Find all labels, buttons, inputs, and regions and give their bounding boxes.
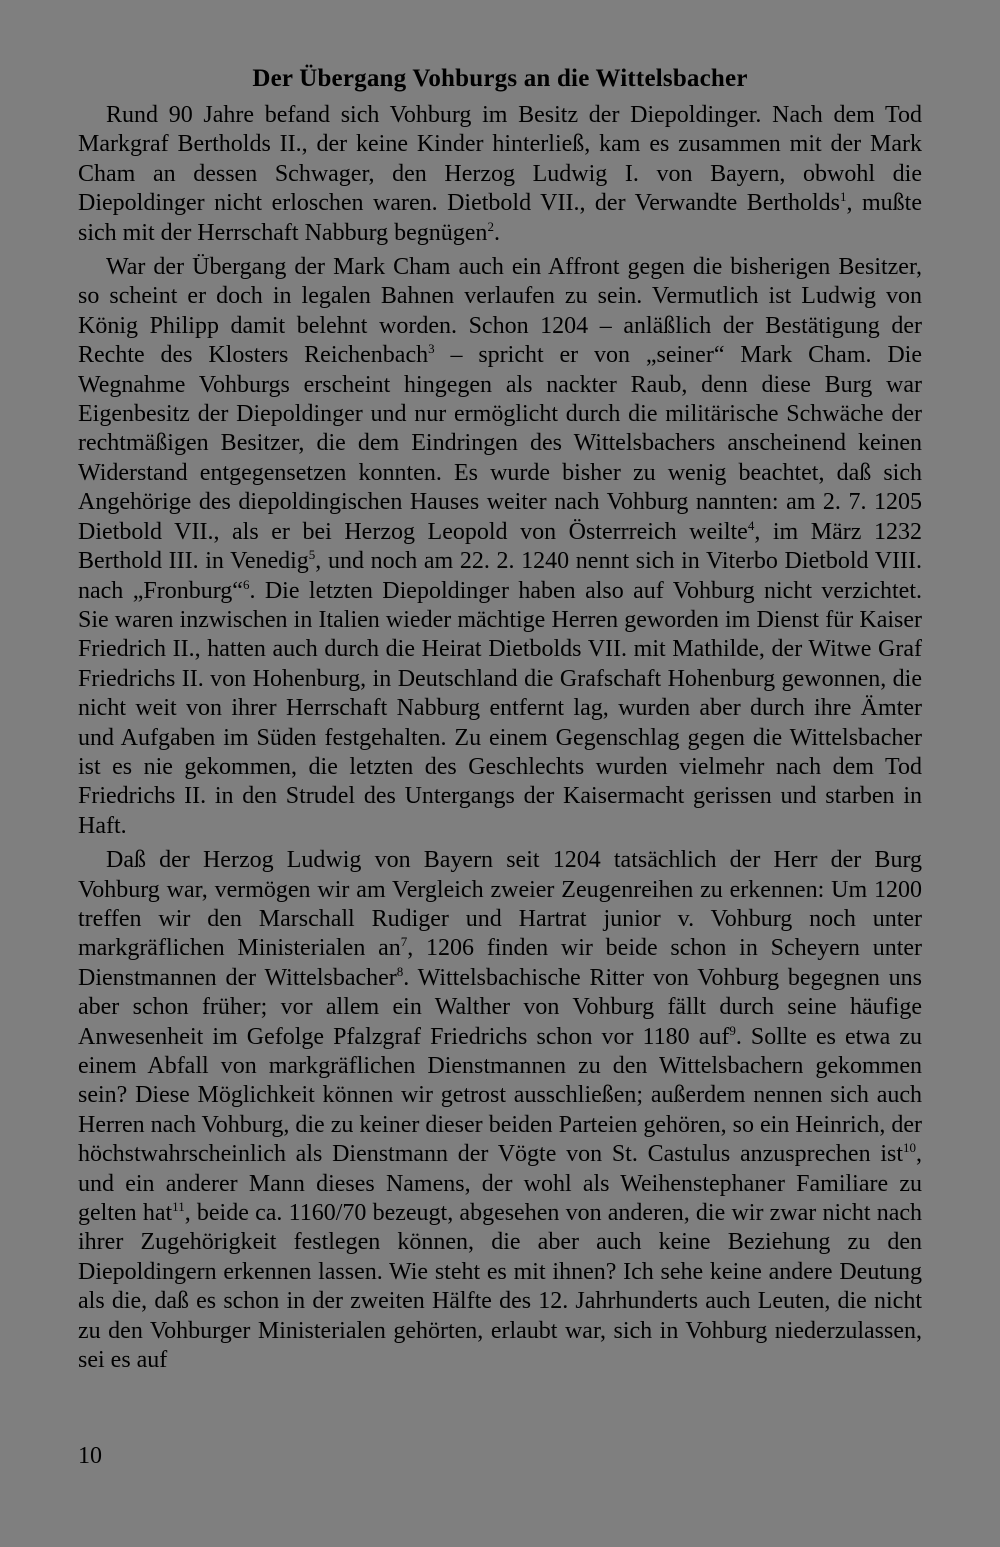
page-number: 10	[78, 1443, 102, 1469]
chapter-heading: Der Übergang Vohburgs an die Wittelsbacher	[252, 65, 748, 92]
text-run: , beide ca. 1160/70 bezeugt, abgesehen von anderen, die wir zwar nicht nach ihrer Zugehörigkeit festlegen können, die aber auch keine Beziehung zu den Diepoldingern erkennen lassen. Wie steht es mit ihnen? Ich sehe keine andere Deutung als die, daß es schon in der zweiten Hälfte des 12. Jahrhunderts auch Leuten, die nicht zu den Vohburger Ministerialen gehörten, erlaubt war, sich in Vohburg niederzulassen, sei es auf	[78, 1200, 922, 1374]
text-run: , mußte sich mit der Herrschaft Nabburg begnügen	[78, 190, 922, 246]
footnote-marker: 2	[487, 218, 494, 234]
footnote-marker: 8	[396, 963, 404, 979]
text-run: , im März 1232 Berthold III. in Venedig	[78, 518, 922, 575]
footnote-marker: 5	[308, 547, 316, 563]
text-run: War der Übergang der Mark Cham auch ein Affront gegen die bisherigen Besitzer, so scheint er doch in legalen Bahnen verlaufen zu sein. Vermutlich ist Ludwig von König Philipp damit belehnt worden. Schon 1204 – anläßlich der Bestätigung der Rechte des Klosters Reichenbach	[78, 254, 922, 369]
text-run: Daß der Herzog Ludwig von Bayern seit 1204 tatsächlich der Herr der Burg Vohburg war, vermögen wir am Vergleich zweier Zeugenreihen zu erkennen: Um 1200 treffen wir den Marschall Rudiger und Hartrat junior v. Vohburg noch unter markgräflichen Ministerialen an	[78, 847, 922, 962]
body-text	[78, 101, 922, 1375]
text-run: , 1206 finden wir beide schon in Scheyern unter Dienstmannen der Wittelsbacher	[78, 935, 922, 991]
body-paragraph	[78, 101, 922, 248]
text-run: – spricht er von „seiner“ Mark Cham. Die Wegnahme Vohburgs erscheint hingegen als nackter Raub, denn diese Burg war Eigenbesitz der Diepoldinger und nur ermöglicht durch die militärische Schwäche der rechtmäßigen Besitzer, die dem Eindringen des Wittelsbachers anscheinend keinen Widerstand entgegensetzen konnten. Es wurde bisher zu wenig beachtet, daß sich Angehörige des diepoldingischen Hauses weiter nach Vohburg nannten: am 2. 7. 1205 Dietbold VII., als er bei Herzog Leopold von Österrreich weilte	[78, 342, 922, 545]
footnote-marker: 6	[242, 576, 250, 592]
footnote-marker: 1	[840, 189, 847, 205]
footnote-marker: 9	[729, 1022, 736, 1038]
text-run: . Wittelsbachische Ritter von Vohburg begegnen uns aber schon früher; vor allem ein Walther von Vohburg fällt durch seine häufige Anwesenheit im Gefolge Pfalzgraf Friedrichs schon vor 1180 auf	[78, 964, 922, 1050]
body-paragraph	[78, 846, 922, 1375]
page-content	[78, 62, 922, 1380]
text-run: , und noch am 22. 2. 1240 nennt sich in Viterbo Dietbold VIII. nach „Fronburg“	[78, 548, 923, 604]
footnote-marker: 7	[400, 934, 408, 950]
footnote-marker: 11	[172, 1199, 185, 1215]
text-run: , und ein anderer Mann dieses Namens, der wohl als Weihenstephaner Familiare zu gelten hat	[78, 1141, 922, 1227]
body-paragraph	[78, 253, 922, 841]
text-run: . Die letzten Diepoldinger haben also auf Vohburg nicht verzichtet. Sie waren inzwischen in Italien wieder mächtige Herren geworden im Dienst für Kaiser Friedrich II., hatten auch durch die Heirat Dietbolds VII. mit Mathilde, der Witwe Graf Friedrichs II. von Hohenburg, in Deutschland die Grafschaft Hohenburg gewonnen, die nicht weit von ihrer Herrschaft Nabburg entfernt lag, wurden aber durch ihre Ämter und Aufgaben im Süden festgehalten. Zu einem Gegenschlag gegen die Wittelsbacher ist es nie gekommen, die letzten des Geschlechts wurden vielmehr nach dem Tod Friedrichs II. in den Strudel des Untergangs der Kaisermacht gerissen und starben in Haft.	[78, 577, 923, 839]
footnote-marker: 10	[903, 1140, 916, 1156]
text-run: Rund 90 Jahre befand sich Vohburg im Besitz der Diepoldinger. Nach dem Tod Markgraf Bertholds II., der keine Kinder hinterließ, kam es zusammen mit der Mark Cham an dessen Schwager, den Herzog Ludwig I. von Bayern, obwohl die Diepoldinger nicht erloschen waren. Dietbold VII., der Verwandte Bertholds	[78, 102, 922, 217]
text-run: .	[493, 219, 500, 246]
text-run: . Sollte es etwa zu einem Abfall von markgräflichen Dienstmannen zu den Wittelsbachern gekommen sein? Diese Möglichkeit können wir getrost ausschließen; außerdem nennen sich auch Herren nach Vohburg, die zu keiner dieser beiden Parteien gehören, so ein Heinrich, der höchstwahrscheinlich als Dienstmann der Vögte von St. Castulus anzusprechen ist	[78, 1023, 922, 1168]
footnote-marker: 3	[428, 341, 435, 357]
footnote-marker: 4	[747, 517, 755, 533]
